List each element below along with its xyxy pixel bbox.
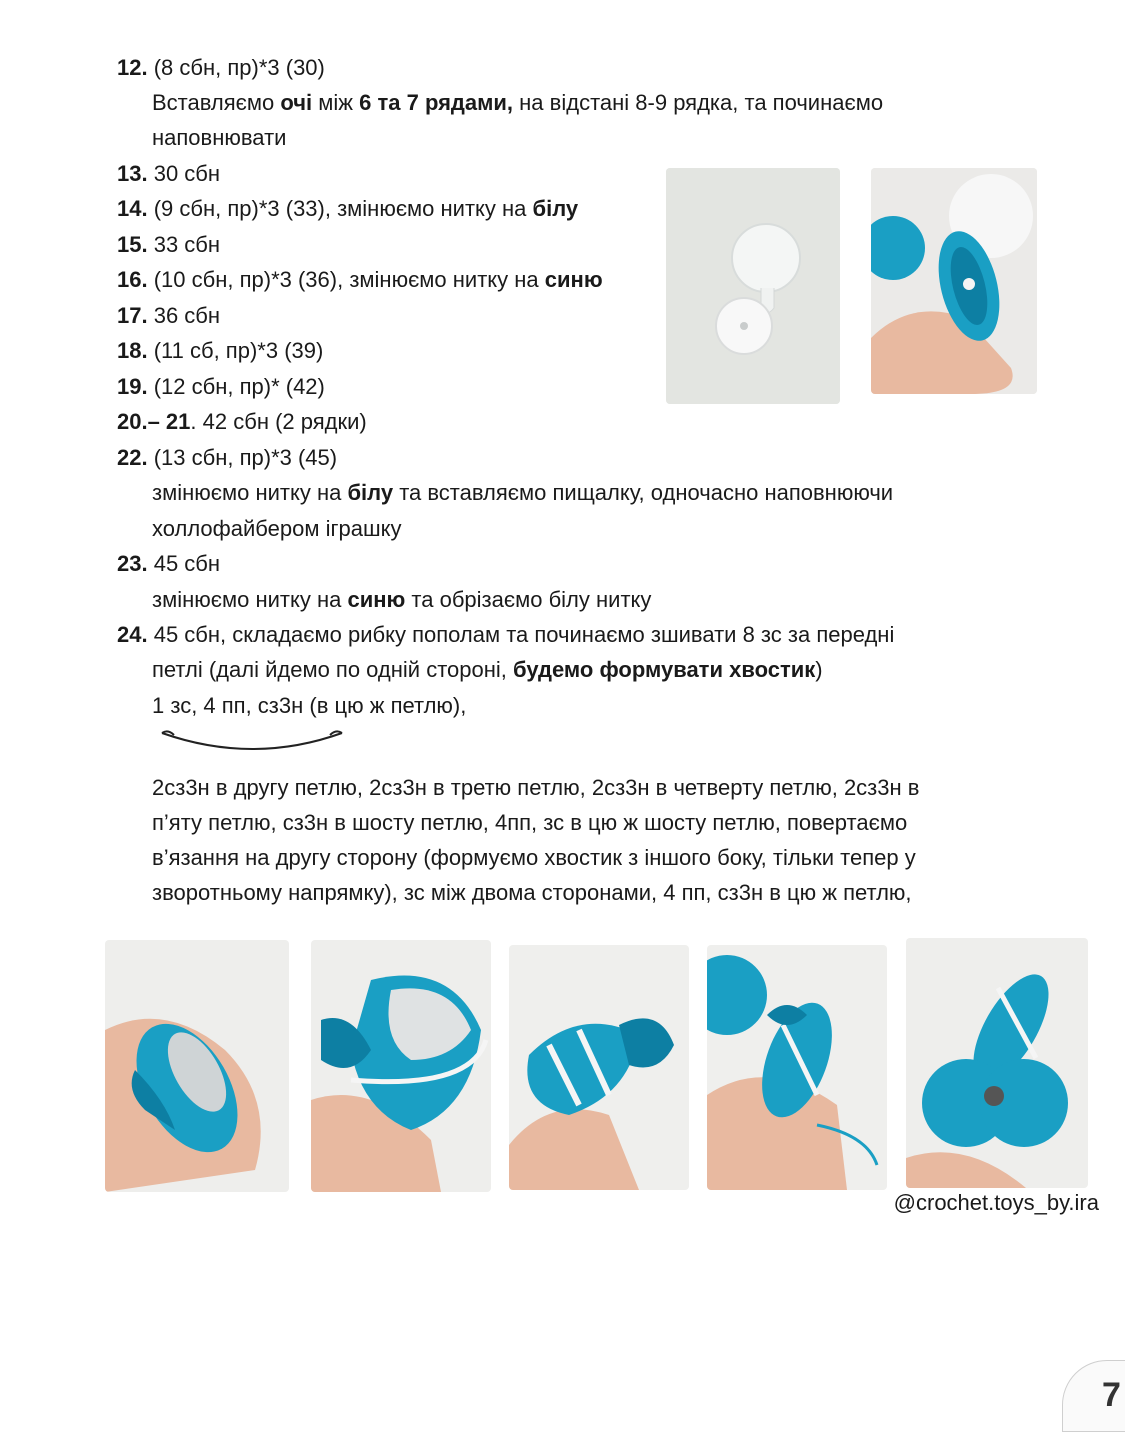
photo-step-2 [311, 940, 491, 1192]
paragraph-line-1: 2сз3н в другу петлю, 2сз3н в третю петлю, 2сз3н в четверту петлю, 2сз3н в [152, 775, 920, 800]
row-13: 13. 30 сбн [117, 161, 221, 186]
row-12: 12. (8 сбн, пр)*3 (30) [117, 55, 325, 80]
row-18: 18. (11 сб, пр)*3 (39) [117, 338, 324, 363]
row-17: 17. 36 сбн [117, 303, 221, 328]
page-number: 7 [1102, 1376, 1121, 1414]
row-14: 14. (9 сбн, пр)*3 (33), змінюємо нитку на білу [117, 196, 579, 221]
row-24-continuation: петлі (далі йдемо по одній стороні, будемо формувати хвостик) [152, 657, 823, 682]
paragraph-line-3: в’язання на другу сторону (формуємо хвостик з іншого боку, тільки тепер у [152, 845, 916, 870]
row-19: 19. (12 сбн, пр)* (42) [117, 374, 325, 399]
eyes-note-line2: наповнювати [152, 125, 287, 150]
photo-safety-eyes [666, 168, 840, 404]
cut-note: змінюємо нитку на синю та обрізаємо білу нитку [152, 587, 652, 612]
curve-bracket [158, 725, 348, 757]
row-23: 23. 45 сбн [117, 551, 221, 576]
photo-step-4 [707, 945, 887, 1190]
row-22: 22. (13 сбн, пр)*3 (45) [117, 445, 338, 470]
paragraph-line-4: зворотньому напрямку), зс між двома сторонами, 4 пп, сз3н в цю ж петлю, [152, 880, 912, 905]
instagram-handle: @crochet.toys_by.ira [893, 1190, 1099, 1215]
paragraph-line-2: п’яту петлю, сз3н в шосту петлю, 4пп, зс в цю ж шосту петлю, повертаємо [152, 810, 908, 835]
photo-step-5 [906, 938, 1088, 1188]
photo-step-3 [509, 945, 689, 1190]
eyes-note-line1: Вставляємо очі між 6 та 7 рядами, на відстані 8-9 рядка, та починаємо [152, 90, 884, 115]
photo-step-1 [105, 940, 289, 1192]
row-24: 24. 45 сбн, складаємо рибку пополам та починаємо зшивати 8 зс за передні [117, 622, 895, 647]
photo-eye-inserted [871, 168, 1037, 394]
squeaker-note-line2: холлофайбером іграшку [152, 516, 402, 541]
row-20-21: 20.– 21. 42 сбн (2 рядки) [117, 409, 367, 434]
row-24-stitch: 1 зс, 4 пп, сз3н (в цю ж петлю), [152, 693, 467, 718]
row-16: 16. (10 сбн, пр)*3 (36), змінюємо нитку на синю [117, 267, 603, 292]
row-15: 15. 33 сбн [117, 232, 221, 257]
squeaker-note-line1: змінюємо нитку на білу та вставляємо пищалку, одночасно наповнюючи [152, 480, 894, 505]
